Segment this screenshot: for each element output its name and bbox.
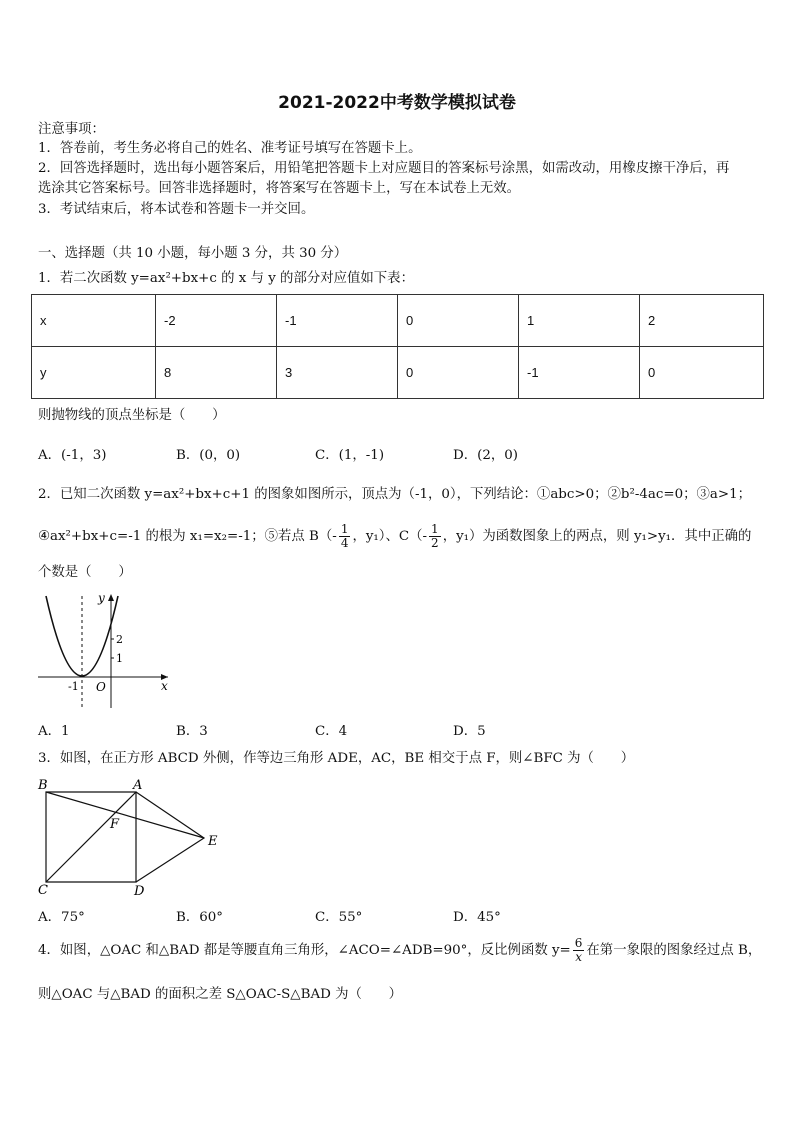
table-cell: 0 — [398, 347, 519, 399]
y-tick-label-2: 2 — [116, 633, 123, 646]
y-axis-arrow — [108, 594, 114, 601]
q4-line-1b: 在第一象限的图象经过点 B， — [586, 943, 762, 958]
q3-square-figure — [34, 774, 224, 900]
q1-stem: 1．若二次函数 y=ax²+bx+c 的 x 与 y 的部分对应值如下表： — [38, 271, 414, 286]
fraction — [573, 937, 585, 964]
q1-option-d: D．(2，0) — [453, 448, 519, 463]
segment-be — [46, 792, 204, 838]
notice-line-3: 3．考试结束后，将本试卷和答题卡一并交回。 — [38, 202, 315, 217]
q1-value-table — [31, 294, 764, 399]
table-cell: -1 — [277, 295, 398, 347]
q3-option-d: D．45° — [453, 910, 501, 925]
notice-line-2b: 选涂其它答案标号。回答非选择题时，将答案写在答题卡上，写在本试卷上无效。 — [38, 181, 521, 196]
point-f-label: F — [110, 817, 120, 832]
q2-line-3: 个数是（ ） — [38, 565, 132, 580]
table-cell: -2 — [156, 295, 277, 347]
fraction — [429, 523, 441, 550]
y-tick-label-1: 1 — [116, 652, 123, 665]
triangle-ade — [136, 792, 204, 882]
point-b-label: B — [38, 778, 48, 793]
q2-option-b: B．3 — [176, 724, 208, 739]
q3-stem: 3．如图，在正方形 ABCD 外侧，作等边三角形 ADE，AC，BE 相交于点 F，则∠BFC 为（ ） — [38, 751, 635, 766]
table-cell: 8 — [156, 347, 277, 399]
q3-option-c: C．55° — [315, 910, 363, 925]
fraction-numerator: 1 — [431, 522, 439, 536]
q2-line-2b: ，y₁）、C（- — [352, 529, 428, 544]
q1-option-c: C．(1，-1) — [315, 448, 385, 463]
q2-option-a: A．1 — [38, 724, 70, 739]
notice-line-2a: 2．回答选择题时，选出每小题答案后，用铅笔把答题卡上对应题目的答案标号涂黑，如需改动，用橡皮擦干净后，再 — [38, 161, 730, 176]
x-axis-label: x — [161, 679, 168, 693]
table-row — [32, 347, 764, 399]
table-cell: 0 — [640, 347, 764, 399]
q2-line-2 — [38, 520, 751, 554]
notice-line-1: 1．答卷前，考生务必将自己的姓名、准考证号填写在答题卡上。 — [38, 141, 422, 156]
table-cell: 0 — [398, 295, 519, 347]
table-cell: y — [32, 347, 156, 399]
point-c-label: C — [38, 883, 48, 898]
page-title: 2021-2022中考数学模拟试卷 — [278, 93, 516, 113]
q1-option-b: B．(0，0) — [176, 448, 241, 463]
q2-option-d: D．5 — [453, 724, 486, 739]
table-cell: 1 — [519, 295, 640, 347]
table-cell: -1 — [519, 347, 640, 399]
fraction — [339, 523, 351, 550]
notice-heading: 注意事项： — [38, 122, 105, 137]
fraction-denominator: 2 — [431, 536, 439, 550]
fraction-numerator: 6 — [574, 936, 583, 950]
q4-line-2: 则△OAC 与△BAD 的面积之差 S△OAC-S△BAD 为（ ） — [38, 987, 403, 1002]
fraction-numerator: 1 — [340, 522, 349, 536]
section-heading: 一、选择题（共 10 小题，每小题 3 分，共 30 分） — [38, 246, 348, 261]
q2-line-1: 2．已知二次函数 y=ax²+bx+c+1 的图象如图所示，顶点为（-1，0），下列结论：①abc>0；②b²-4ac=0；③a>1； — [38, 487, 751, 502]
q1-question: 则抛物线的顶点坐标是（ ） — [38, 408, 226, 423]
fraction-denominator: x — [575, 950, 582, 964]
origin-label: O — [96, 680, 106, 694]
q4-line-1 — [38, 934, 761, 968]
q3-option-a: A．75° — [38, 910, 85, 925]
q2-line-2a: ④ax²+bx+c=-1 的根为 x₁=x₂=-1；⑤若点 B（- — [38, 529, 337, 544]
table-cell: x — [32, 295, 156, 347]
point-e-label: E — [208, 834, 218, 849]
q2-parabola-graph — [34, 590, 174, 710]
x-tick-label: -1 — [68, 680, 79, 693]
table-cell: 3 — [277, 347, 398, 399]
point-d-label: D — [134, 884, 145, 899]
q4-line-1a: 4．如图，△OAC 和△BAD 都是等腰直角三角形，∠ACO=∠ADB=90°，反比例函数 y= — [38, 943, 571, 958]
fraction-denominator: 4 — [340, 536, 349, 550]
point-a-label: A — [133, 778, 143, 793]
q3-option-b: B．60° — [176, 910, 223, 925]
q2-option-c: C．4 — [315, 724, 348, 739]
q2-line-2c: ，y₁）为函数图象上的两点，则 y₁>y₁．其中正确的 — [442, 529, 752, 544]
table-row — [32, 295, 764, 347]
y-axis-label: y — [98, 591, 105, 605]
table-cell: 2 — [640, 295, 764, 347]
q1-option-a: A．(-1，3) — [38, 448, 107, 463]
